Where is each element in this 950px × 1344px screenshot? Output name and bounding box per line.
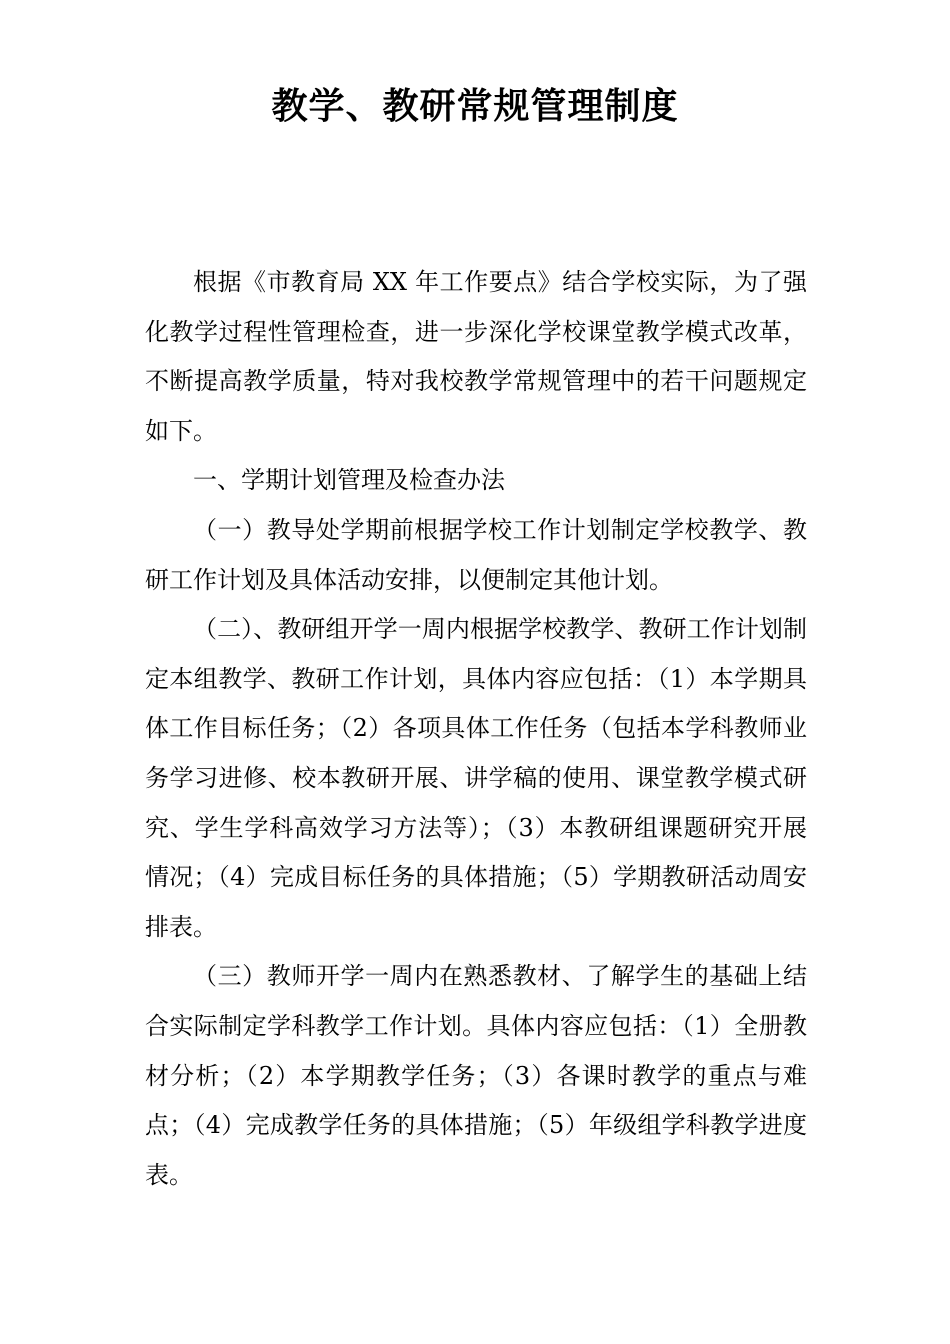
paragraph-item-1: （一）教导处学期前根据学校工作计划制定学校教学、教研工作计划及具体活动安排，以便制定其他计划。	[145, 515, 807, 594]
document-title: 教学、教研常规管理制度	[271, 86, 679, 127]
paragraph-item-3: （三）教师开学一周内在熟悉教材、了解学生的基础上结合实际制定学科教学工作计划。具体内容应包括：（1）全册教材分析；（2）本学期教学任务；（3）各课时教学的重点与难点；（4）完成教学任务的具体措施；（5）年级组学科教学进度表。	[145, 962, 807, 1189]
document-body	[145, 258, 807, 1200]
paragraph-item-2: （二）、教研组开学一周内根据学校教学、教研工作计划制定本组教学、教研工作计划，具体内容应包括：（1）本学期具体工作目标任务；（2）各项具体工作任务（包括本学科教师业务学习进修、校本教研开展、讲学稿的使用、课堂教学模式研究、学生学科高效学习方法等）；（3）本教研组课题研究开展情况；（4）完成目标任务的具体措施；（5）学期教研活动周安排表。	[145, 615, 807, 941]
paragraph-intro: 根据《市教育局 XX 年工作要点》结合学校实际，为了强化教学过程性管理检查，进一步深化学校课堂教学模式改革，不断提高教学质量，特对我校教学常规管理中的若干问题规定如下。	[145, 268, 807, 445]
section-heading: 一、学期计划管理及检查办法	[193, 466, 505, 495]
